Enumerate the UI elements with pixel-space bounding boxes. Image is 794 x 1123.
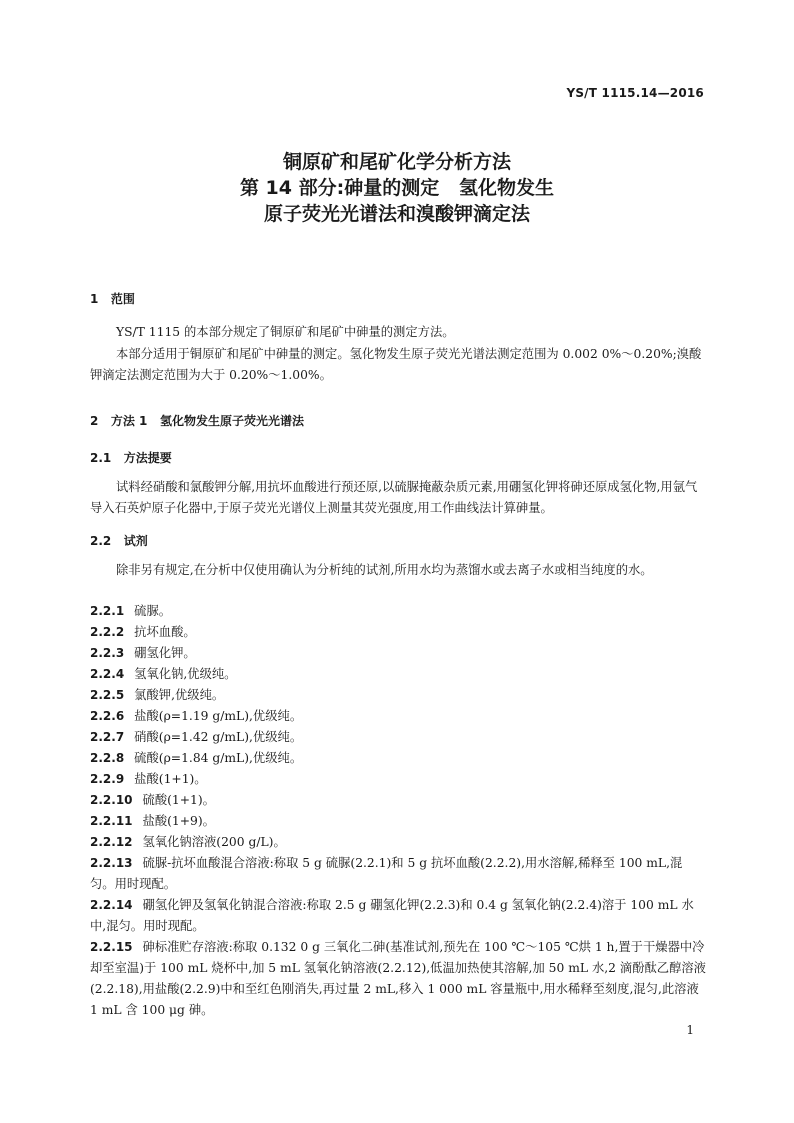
item-text: 氢氧化钠溶液(200 g/L)。 [142, 835, 286, 849]
section-1-paragraph-1: YS/T 1115 的本部分规定了铜原矿和尾矿中砷量的测定方法。 [116, 325, 455, 339]
list-item [90, 706, 706, 727]
item-number: 2.2.11 [90, 814, 133, 828]
list-item [90, 685, 706, 706]
list-item [90, 643, 706, 664]
item-number: 2.2.3 [90, 646, 125, 660]
item-number: 2.2.14 [90, 898, 133, 912]
title-line-2: 第 14 部分:砷量的测定 氢化物发生 [239, 177, 555, 199]
standard-number: YS/T 1115.14—2016 [566, 86, 704, 100]
section-1-heading: 1 范围 [90, 292, 135, 306]
list-item [90, 664, 706, 685]
list-item [90, 937, 706, 1021]
list-item [90, 811, 706, 832]
item-number: 2.2.10 [90, 793, 133, 807]
item-number: 2.2.7 [90, 730, 125, 744]
title-line-1: 铜原矿和尾矿化学分析方法 [282, 151, 511, 173]
item-text: 硼氢化钾。 [134, 646, 196, 660]
list-item [90, 769, 706, 790]
list-item [90, 832, 706, 853]
item-text: 硼氢化钾及氢氧化钠混合溶液:称取 2.5 g 硼氢化钾(2.2.3)和 0.4 g 氢氧化钠(2.2.4)溶于 100 mL 水中,混匀。用时现配。 [90, 898, 694, 933]
page-number: 1 [686, 1023, 694, 1037]
section-2-1-heading: 2.1 方法提要 [90, 451, 172, 465]
section-2-1-paragraph: 试料经硝酸和氯酸钾分解,用抗坏血酸进行预还原,以硫脲掩蔽杂质元素,用硼氢化钾将砷还原成氢化物,用氩气导入石英炉原子化器中,于原子荧光光谱仪上测量其荧光强度,用工作曲线法计算砷量。 [90, 480, 698, 515]
item-number: 2.2.8 [90, 751, 125, 765]
item-text: 硝酸(ρ=1.42 g/mL),优级纯。 [134, 730, 303, 744]
list-item [90, 622, 706, 643]
section-1-paragraph-2: 本部分适用于铜原矿和尾矿中砷量的测定。氢化物发生原子荧光光谱法测定范围为 0.002 0%～0.20%;溴酸钾滴定法测定范围为大于 0.20%～1.00%。 [90, 347, 702, 382]
list-item [90, 748, 706, 769]
item-text: 硫脲-抗坏血酸混合溶液:称取 5 g 硫脲(2.2.1)和 5 g 抗坏血酸(2.2.2),用水溶解,稀释至 100 mL,混匀。用时现配。 [90, 856, 683, 891]
item-number: 2.2.9 [90, 772, 125, 786]
item-number: 2.2.6 [90, 709, 125, 723]
item-number: 2.2.2 [90, 625, 125, 639]
item-text: 盐酸(ρ=1.19 g/mL),优级纯。 [134, 709, 303, 723]
item-text: 硫脲。 [134, 604, 172, 618]
list-item [90, 853, 706, 895]
section-2-2-heading: 2.2 试剂 [90, 534, 148, 548]
item-text: 硫酸(ρ=1.84 g/mL),优级纯。 [134, 751, 303, 765]
list-item [90, 895, 706, 937]
item-number: 2.2.15 [90, 940, 133, 954]
item-number: 2.2.13 [90, 856, 133, 870]
item-text: 盐酸(1+1)。 [134, 772, 207, 786]
item-number: 2.2.1 [90, 604, 125, 618]
section-2-2-paragraph: 除非另有规定,在分析中仅使用确认为分析纯的试剂,所用水均为蒸馏水或去离子水或相当纯度的水。 [116, 563, 653, 577]
item-text: 氯酸钾,优级纯。 [134, 688, 225, 702]
item-text: 砷标准贮存溶液:称取 0.132 0 g 三氧化二砷(基准试剂,预先在 100 ℃～105 ℃烘 1 h,置于干燥器中冷却至室温)于 100 mL 烧杯中,加 5 mL 氢氧化钠溶液(2.2.12),低温加热使其溶解,加 50 mL 水,2 滴酚酞乙醇溶液(2.2.18),用盐酸(2.2.9)中和至红色刚消失,再过量 2 mL,移入 1 000 mL 容量瓶中,用水稀释至刻度,混匀,此溶液 1 mL 含 100 μg 砷。 [90, 940, 706, 1017]
item-text: 抗坏血酸。 [134, 625, 196, 639]
list-item [90, 727, 706, 748]
title-line-3: 原子荧光光谱法和溴酸钾滴定法 [263, 203, 530, 225]
item-text: 盐酸(1+9)。 [142, 814, 215, 828]
item-text: 氢氧化钠,优级纯。 [134, 667, 237, 681]
list-item [90, 601, 706, 622]
item-text: 硫酸(1+1)。 [142, 793, 215, 807]
section-2-heading: 2 方法 1 氢化物发生原子荧光光谱法 [90, 414, 304, 428]
list-item [90, 790, 706, 811]
document-title [0, 149, 794, 227]
item-number: 2.2.12 [90, 835, 133, 849]
item-number: 2.2.4 [90, 667, 125, 681]
item-number: 2.2.5 [90, 688, 125, 702]
